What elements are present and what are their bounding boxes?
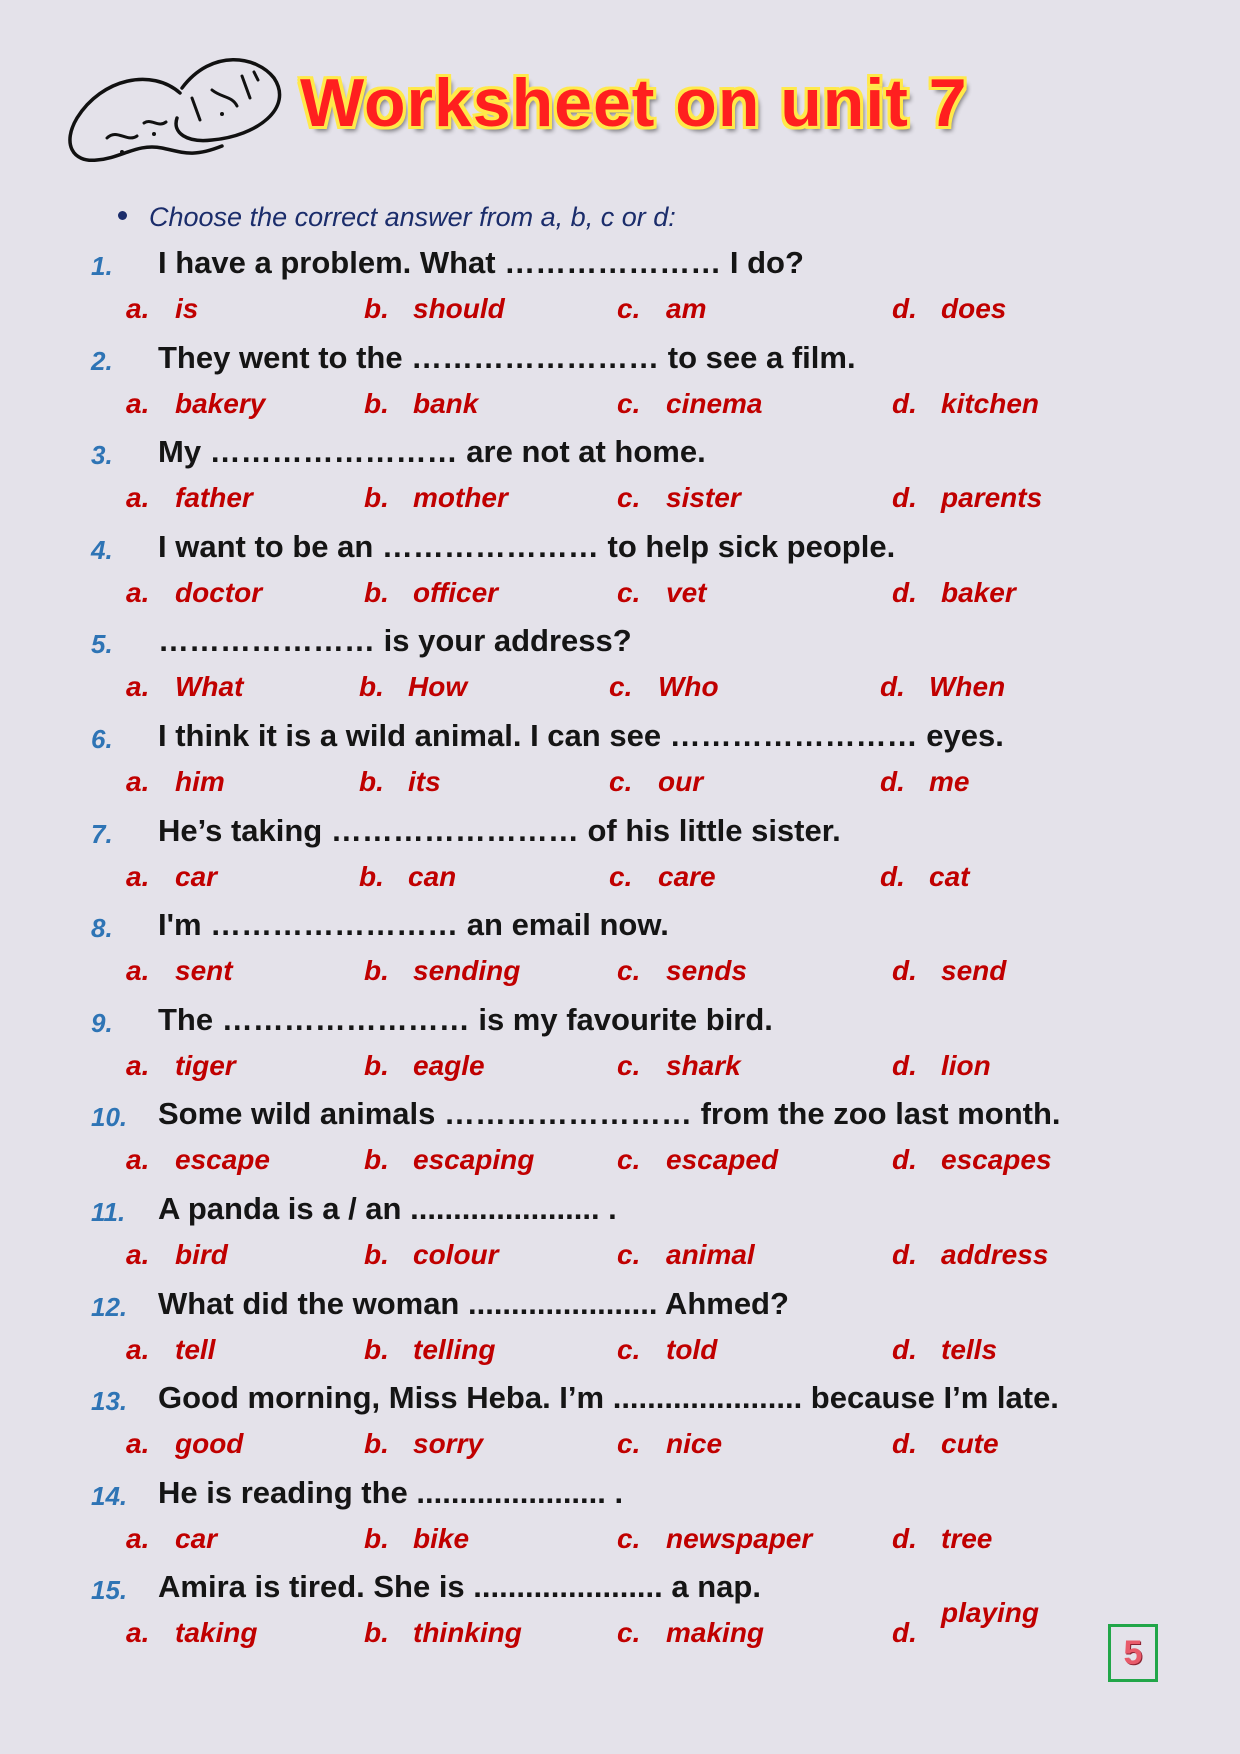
option-text: tiger xyxy=(175,1049,236,1081)
option-letter: c. xyxy=(617,1238,641,1270)
option-text: should xyxy=(413,293,505,324)
option-letter: a. xyxy=(126,1617,150,1649)
question-8 xyxy=(0,905,1240,1000)
option-d[interactable] xyxy=(892,1239,1048,1271)
option-letter: d. xyxy=(892,955,917,987)
question-number: 10. xyxy=(91,1102,128,1133)
option-letter: d. xyxy=(880,765,905,797)
option-text: care xyxy=(658,860,716,892)
option-c[interactable] xyxy=(617,1050,741,1082)
instruction-text: Choose the correct answer from a, b, c or d: xyxy=(149,202,676,232)
option-text: animal xyxy=(666,1238,755,1270)
option-text: father xyxy=(175,482,253,514)
option-letter: a. xyxy=(126,765,150,797)
option-letter: d. xyxy=(880,860,905,892)
option-letter: c. xyxy=(617,293,641,324)
option-text: me xyxy=(929,765,970,797)
option-text: cinema xyxy=(666,387,763,419)
option-a[interactable] xyxy=(126,861,217,893)
question-line xyxy=(0,1378,1240,1424)
option-b[interactable] xyxy=(364,482,508,514)
question-text: Some wild animals …………………… from the zoo last month. xyxy=(158,1096,1061,1132)
question-number: 14. xyxy=(91,1480,128,1511)
option-text: told xyxy=(666,1333,718,1365)
option-text: bank xyxy=(413,387,479,419)
option-letter: a. xyxy=(126,1333,150,1365)
option-text: officer xyxy=(413,576,499,608)
option-d[interactable] xyxy=(892,1334,997,1366)
question-number: 8. xyxy=(91,913,113,944)
question-6 xyxy=(0,716,1240,811)
option-d[interactable] xyxy=(892,1597,1040,1649)
option-letter: d. xyxy=(892,387,917,419)
option-text: am xyxy=(666,293,707,324)
option-text: does xyxy=(941,293,1007,324)
option-text: playing xyxy=(941,1597,1040,1629)
question-number: 5. xyxy=(91,629,113,660)
option-text: sister xyxy=(666,482,741,514)
answer-options xyxy=(0,1597,1240,1657)
answer-options xyxy=(0,1523,1240,1563)
option-a[interactable] xyxy=(126,1334,215,1366)
option-d[interactable] xyxy=(892,293,1006,325)
option-d[interactable] xyxy=(892,955,1006,987)
question-text: Good morning, Miss Heba. I’m ...................... because I’m late. xyxy=(158,1380,1059,1416)
option-letter: b. xyxy=(364,1238,389,1270)
question-line xyxy=(0,811,1240,857)
option-letter: b. xyxy=(364,1333,389,1365)
question-number: 3. xyxy=(91,440,113,471)
option-text: sending xyxy=(413,955,521,987)
option-text: car xyxy=(175,1522,218,1554)
question-10 xyxy=(0,1094,1240,1189)
question-line xyxy=(0,527,1240,573)
option-c[interactable] xyxy=(617,1617,764,1649)
option-b[interactable] xyxy=(364,577,498,609)
option-letter: b. xyxy=(364,955,389,987)
option-text: escaping xyxy=(413,1144,535,1176)
option-letter: b. xyxy=(364,482,389,514)
option-c[interactable] xyxy=(609,861,716,893)
option-b[interactable] xyxy=(364,1428,483,1460)
option-a[interactable] xyxy=(126,671,243,703)
option-b[interactable] xyxy=(364,1239,499,1271)
option-letter: b. xyxy=(359,860,384,892)
option-text: cat xyxy=(929,860,970,892)
option-b[interactable] xyxy=(359,671,467,703)
question-text: I think it is a wild animal. I can see …………………… eyes. xyxy=(158,717,1004,753)
question-2 xyxy=(0,338,1240,433)
answer-options xyxy=(0,1050,1240,1090)
option-letter: b. xyxy=(364,576,389,608)
option-d[interactable] xyxy=(892,1050,991,1082)
option-letter: c. xyxy=(617,1049,641,1081)
question-text: ………………… is your address? xyxy=(158,623,632,659)
option-a[interactable] xyxy=(126,766,225,798)
option-letter: b. xyxy=(364,1428,389,1460)
question-3 xyxy=(0,432,1240,527)
option-c[interactable] xyxy=(617,1428,722,1460)
option-b[interactable] xyxy=(364,1050,485,1082)
option-letter: b. xyxy=(364,1144,389,1176)
question-number: 1. xyxy=(91,251,113,281)
option-letter: d. xyxy=(892,1049,917,1081)
option-a[interactable] xyxy=(126,1523,217,1555)
option-letter: a. xyxy=(126,1049,150,1081)
option-text: newspaper xyxy=(666,1522,813,1554)
answer-options xyxy=(0,482,1240,522)
option-text: tells xyxy=(941,1333,998,1365)
answer-options xyxy=(0,671,1240,711)
option-letter: b. xyxy=(359,765,384,797)
question-number: 2. xyxy=(91,345,113,376)
option-c[interactable] xyxy=(617,388,763,420)
option-c[interactable] xyxy=(617,293,706,325)
answer-options xyxy=(0,388,1240,428)
option-letter: c. xyxy=(617,955,641,987)
option-letter: d. xyxy=(880,671,905,703)
option-text: escapes xyxy=(941,1144,1052,1176)
option-text: kitchen xyxy=(941,387,1040,419)
option-text: car xyxy=(175,860,218,892)
option-text: bird xyxy=(175,1238,228,1270)
option-letter: b. xyxy=(364,293,389,324)
option-letter: d. xyxy=(892,293,917,324)
option-c[interactable] xyxy=(617,1239,755,1271)
option-letter: d. xyxy=(892,1428,917,1460)
option-text: mother xyxy=(413,482,508,514)
question-12 xyxy=(0,1284,1240,1379)
answer-options xyxy=(0,1239,1240,1279)
answer-options xyxy=(0,1334,1240,1374)
answer-options xyxy=(0,766,1240,806)
question-line xyxy=(0,1567,1240,1613)
question-5 xyxy=(0,621,1240,716)
option-d[interactable] xyxy=(892,577,1016,609)
option-a[interactable] xyxy=(126,955,233,987)
page-number-badge: 5 xyxy=(1108,1624,1158,1682)
option-c[interactable] xyxy=(617,1334,717,1366)
answer-options xyxy=(0,1428,1240,1468)
option-d[interactable] xyxy=(880,766,969,798)
option-letter: d. xyxy=(892,482,917,514)
option-b[interactable] xyxy=(364,388,478,420)
question-text: The …………………… is my favourite bird. xyxy=(158,1001,773,1037)
question-text: I'm …………………… an email now. xyxy=(158,907,669,943)
option-d[interactable] xyxy=(892,1144,1052,1176)
option-letter: d. xyxy=(892,1333,917,1365)
option-d[interactable] xyxy=(892,482,1042,514)
option-text: doctor xyxy=(175,576,263,608)
option-text: escape xyxy=(175,1144,270,1176)
option-letter: c. xyxy=(617,1428,641,1460)
option-letter: a. xyxy=(126,955,150,987)
question-15 xyxy=(0,1567,1240,1662)
option-text: vet xyxy=(666,576,707,608)
option-b[interactable] xyxy=(359,861,456,893)
option-c[interactable] xyxy=(617,1144,778,1176)
option-b[interactable] xyxy=(364,955,520,987)
question-number: 15. xyxy=(91,1575,128,1606)
option-letter: c. xyxy=(617,1522,641,1554)
option-letter: a. xyxy=(126,482,150,514)
option-letter: c. xyxy=(617,1617,641,1649)
option-a[interactable] xyxy=(126,577,262,609)
option-letter: a. xyxy=(126,671,150,703)
option-a[interactable] xyxy=(126,1428,243,1460)
question-line xyxy=(0,338,1240,384)
bullet-icon xyxy=(118,211,127,220)
question-list xyxy=(0,243,1240,1662)
question-11 xyxy=(0,1189,1240,1284)
option-text: lion xyxy=(941,1049,991,1081)
option-text: him xyxy=(175,765,225,797)
option-letter: c. xyxy=(609,765,633,797)
option-text: our xyxy=(658,765,704,797)
question-9 xyxy=(0,1000,1240,1095)
question-text: A panda is a / an ...................... . xyxy=(158,1190,617,1226)
option-letter: b. xyxy=(364,1049,389,1081)
option-text: taking xyxy=(175,1617,258,1649)
option-text: good xyxy=(175,1428,244,1460)
question-line xyxy=(0,905,1240,951)
option-text: How xyxy=(408,671,468,703)
question-line xyxy=(0,1473,1240,1519)
option-c[interactable] xyxy=(617,482,741,514)
option-letter: c. xyxy=(617,1333,641,1365)
option-a[interactable] xyxy=(126,1239,228,1271)
option-b[interactable] xyxy=(364,1617,522,1649)
option-b[interactable] xyxy=(364,1144,534,1176)
question-number: 4. xyxy=(91,534,113,565)
question-text: I want to be an ………………… to help sick people. xyxy=(158,528,896,564)
option-text: bakery xyxy=(175,387,266,419)
option-letter: d. xyxy=(892,1617,917,1649)
option-text: making xyxy=(666,1617,765,1649)
option-text: shark xyxy=(666,1049,741,1081)
option-text: Who xyxy=(658,671,719,703)
signature-logo xyxy=(62,48,287,178)
question-text: They went to the …………………… to see a film. xyxy=(158,339,856,375)
option-letter: c. xyxy=(609,671,633,703)
option-d[interactable] xyxy=(880,861,969,893)
option-text: is xyxy=(175,293,199,324)
option-letter: a. xyxy=(126,1522,150,1554)
option-letter: a. xyxy=(126,860,150,892)
question-4 xyxy=(0,527,1240,622)
option-text: escaped xyxy=(666,1144,779,1176)
question-text: He is reading the ...................... . xyxy=(158,1474,624,1510)
option-text: cute xyxy=(941,1428,999,1460)
option-text: parents xyxy=(941,482,1043,514)
option-b[interactable] xyxy=(364,293,505,325)
question-line xyxy=(0,243,1240,289)
worksheet-title: Worksheet on unit 7 xyxy=(300,65,968,141)
option-text: nice xyxy=(666,1428,723,1460)
option-a[interactable] xyxy=(126,293,198,325)
option-letter: a. xyxy=(126,1238,150,1270)
option-text: telling xyxy=(413,1333,496,1365)
option-text: eagle xyxy=(413,1049,485,1081)
option-letter: b. xyxy=(364,387,389,419)
option-text: tell xyxy=(175,1333,216,1365)
question-number: 11. xyxy=(91,1196,126,1227)
option-c[interactable] xyxy=(617,955,747,987)
question-text: He’s taking …………………… of his little sister. xyxy=(158,812,841,848)
option-a[interactable] xyxy=(126,388,265,420)
option-c[interactable] xyxy=(617,577,706,609)
question-line xyxy=(0,432,1240,478)
option-d[interactable] xyxy=(892,1523,992,1555)
question-text: My …………………… are not at home. xyxy=(158,434,706,470)
option-letter: c. xyxy=(617,1144,641,1176)
option-letter: d. xyxy=(892,1144,917,1176)
question-number: 13. xyxy=(91,1386,128,1417)
option-text: address xyxy=(941,1238,1049,1270)
question-1 xyxy=(0,243,1240,338)
option-b[interactable] xyxy=(359,766,441,798)
option-text: What xyxy=(175,671,244,703)
question-text: I have a problem. What ………………… I do? xyxy=(158,245,804,280)
option-text: When xyxy=(929,671,1006,703)
question-14 xyxy=(0,1473,1240,1568)
question-line xyxy=(0,1189,1240,1235)
option-d[interactable] xyxy=(892,1428,999,1460)
question-7 xyxy=(0,811,1240,906)
question-text: What did the woman ...................... Ahmed? xyxy=(158,1285,789,1321)
option-c[interactable] xyxy=(609,766,703,798)
option-text: baker xyxy=(941,576,1016,608)
answer-options xyxy=(0,861,1240,901)
option-letter: a. xyxy=(126,387,150,419)
option-text: sent xyxy=(175,955,233,987)
option-a[interactable] xyxy=(126,1617,257,1649)
option-text: can xyxy=(408,860,457,892)
question-number: 7. xyxy=(91,818,113,849)
question-line xyxy=(0,1094,1240,1140)
question-number: 6. xyxy=(91,723,113,754)
question-line xyxy=(0,1284,1240,1330)
option-text: sends xyxy=(666,955,747,987)
option-letter: d. xyxy=(892,1238,917,1270)
option-a[interactable] xyxy=(126,482,253,514)
question-line xyxy=(0,1000,1240,1046)
option-b[interactable] xyxy=(364,1334,495,1366)
option-letter: b. xyxy=(364,1522,389,1554)
option-letter: a. xyxy=(126,1144,150,1176)
option-letter: a. xyxy=(126,1428,150,1460)
option-letter: d. xyxy=(892,1522,917,1554)
question-line xyxy=(0,716,1240,762)
option-a[interactable] xyxy=(126,1050,236,1082)
option-a[interactable] xyxy=(126,1144,270,1176)
option-b[interactable] xyxy=(364,1523,469,1555)
option-letter: b. xyxy=(359,671,384,703)
answer-options xyxy=(0,1144,1240,1184)
option-c[interactable] xyxy=(617,1523,812,1555)
option-text: thinking xyxy=(413,1617,522,1649)
option-text: send xyxy=(941,955,1007,987)
option-letter: c. xyxy=(617,482,641,514)
option-letter: a. xyxy=(126,576,150,608)
question-number: 12. xyxy=(91,1291,128,1322)
option-c[interactable] xyxy=(609,671,719,703)
question-number: 9. xyxy=(91,1007,113,1038)
option-letter: c. xyxy=(617,576,641,608)
option-text: bike xyxy=(413,1522,470,1554)
option-letter: a. xyxy=(126,293,150,324)
answer-options xyxy=(0,293,1240,333)
option-d[interactable] xyxy=(892,388,1039,420)
question-line xyxy=(0,621,1240,667)
option-d[interactable] xyxy=(880,671,1005,703)
answer-options xyxy=(0,577,1240,617)
question-13 xyxy=(0,1378,1240,1473)
answer-options xyxy=(0,955,1240,995)
option-letter: c. xyxy=(609,860,633,892)
option-letter: b. xyxy=(364,1617,389,1649)
question-text: Amira is tired. She is ...................... a nap. xyxy=(158,1569,761,1605)
option-text: tree xyxy=(941,1522,993,1554)
instruction xyxy=(118,202,676,233)
option-text: colour xyxy=(413,1238,499,1270)
option-text: sorry xyxy=(413,1428,484,1460)
option-letter: d. xyxy=(892,576,917,608)
option-text: its xyxy=(408,765,441,797)
option-letter: c. xyxy=(617,387,641,419)
